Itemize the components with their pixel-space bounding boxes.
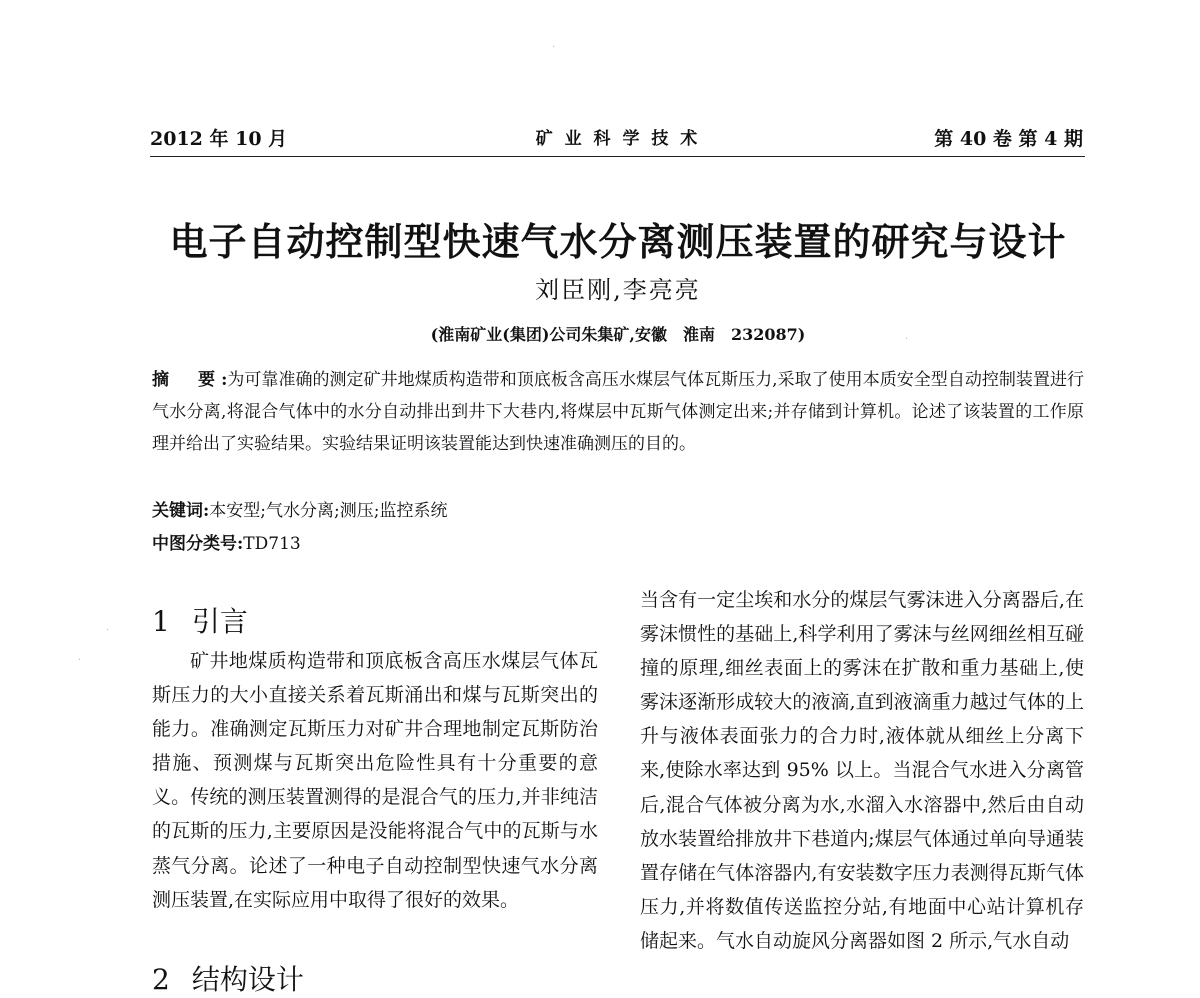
abstract-text: 为可靠准确的测定矿井地煤质构造带和顶底板含高压水煤层气体瓦斯压力,采取了使用本质安全型自动控制装置进行气水分离,将混合气体中的水分自动排出到井下大巷内,将煤层中瓦斯气体测定出来;并存储到计算机。论述了该装置的工作原理并给出了实验结果。实验结果证明该装置能达到快速准确测压的目的。 xyxy=(152,370,1085,454)
abstract-label: 摘 要: xyxy=(152,370,234,390)
paper-authors: 刘臣刚,李亮亮 xyxy=(535,276,701,304)
section-heading-intro xyxy=(152,600,248,640)
keywords xyxy=(152,495,1084,527)
section-title: 结构设计 xyxy=(191,963,304,996)
paper-title: 电子自动控制型快速气水分离测压装置的研究与设计 xyxy=(169,219,1067,264)
scan-speck: · xyxy=(905,334,909,345)
section-number: 1 xyxy=(152,605,170,638)
intro-paragraph: 矿井地煤质构造带和顶底板含高压水煤层气体瓦斯压力的大小直接关系着瓦斯涌出和煤与瓦斯突出的能力。准确测定瓦斯压力对矿井合理地制定瓦斯防治措施、预测煤与瓦斯突出危险性具有十分重要的意义。传统的测压装置测得的是混合气的压力,并非纯洁的瓦斯的压力,主要原因是没能将混合气中的瓦斯与水蒸气分离。论述了一种电子自动控制型快速气水分离测压装置,在实际应用中取得了很好的效果。 xyxy=(152,650,598,911)
scan-speck: · xyxy=(552,42,556,53)
header-rule xyxy=(150,156,1085,157)
classification-number xyxy=(152,528,1084,560)
section-number: 2 xyxy=(152,963,170,996)
author-affiliation: (淮南矿业(集团)公司朱集矿,安徽 淮南 232087) xyxy=(430,325,806,344)
keywords-text: 本安型;气水分离;测压;监控系统 xyxy=(209,501,448,521)
scan-speck: · xyxy=(106,625,110,636)
right-column-paragraph: 当含有一定尘埃和水分的煤层气雾沫进入分离器后,在雾沫惯性的基础上,科学利用了雾沫与丝网细丝相互碰撞的原理,细丝表面上的雾沫在扩散和重力基础上,使雾沫逐渐形成较大的液滴,直到液滴重力越过气体的上升与液体表面张力的合力时,液体就从细丝上分离下来,使除水率达到 95% 以上。当混合气水进入分离管后,混合气体被分离为水,水溜入水溶器中,然后由自动放水装置给排放井下巷道内;煤层气体通过单向导通装置存储在气体溶器内,有安装数字压力表测得瓦斯气体压力,并将数值传送监控分站,有地面中心站计算机存储起来。气水自动旋风分离器如图 2 所示,气水自动 xyxy=(640,589,1084,952)
header-date: 2012 年 10 月 xyxy=(150,128,288,150)
section-heading-structure xyxy=(152,958,304,998)
keywords-label: 关键词: xyxy=(152,501,210,521)
header-volume-issue: 第 40 卷 第 4 期 xyxy=(934,128,1083,150)
abstract xyxy=(152,364,1084,460)
clc-text: TD713 xyxy=(243,534,301,554)
scan-speck: · xyxy=(78,655,82,666)
clc-label: 中图分类号: xyxy=(152,534,244,554)
header-journal-name: 矿 业 科 学 技 术 xyxy=(535,129,701,149)
section-title: 引言 xyxy=(191,605,248,638)
